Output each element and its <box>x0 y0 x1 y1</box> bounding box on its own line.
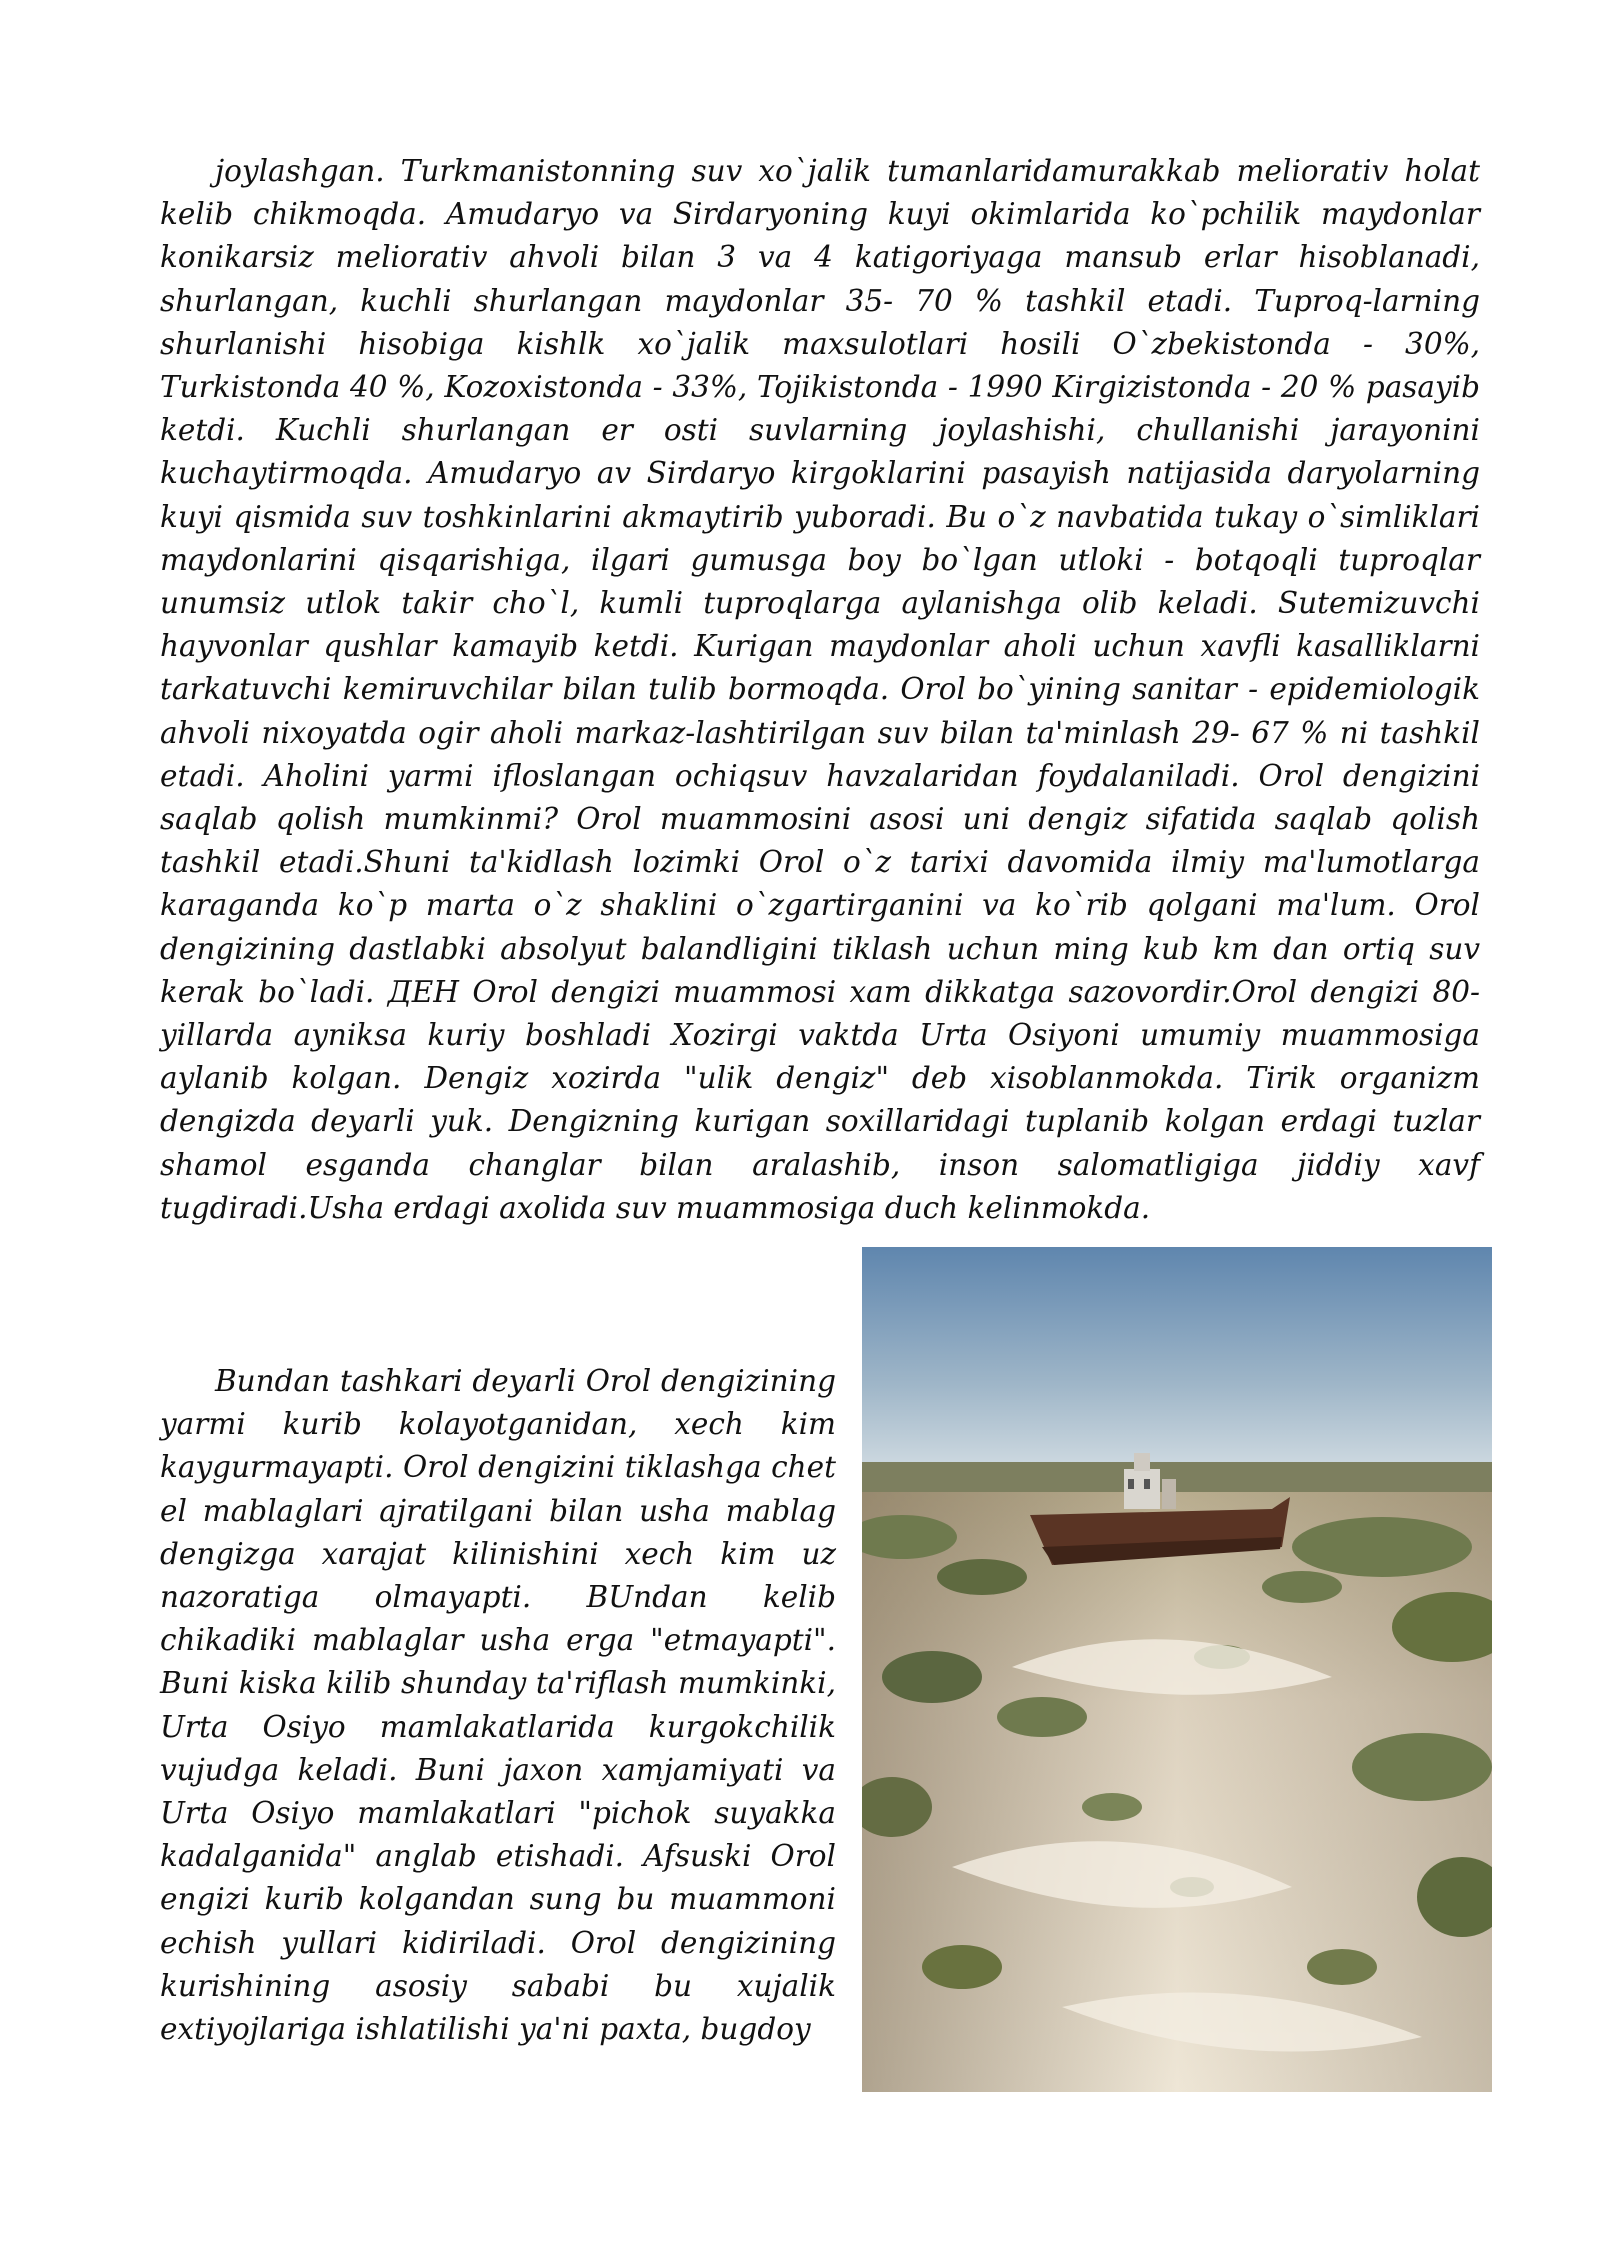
sky <box>862 1247 1492 1477</box>
aral-sea-ship-photo <box>862 1247 1492 2092</box>
body-paragraph-1: joylashgan. Turkmanistonning suv xo`jalik tumanlaridamurakkab meliorativ holat kelib chikmoqda. Amudaryo va Sirdaryoning kuyi okimlarida ko`pchilik maydonlar konikarsiz meliorativ ahvoli bilan 3 va 4 katigoriyaga mansub erlar hisoblanadi, shurlangan, kuchli shurlangan maydonlar 35- 70 % tashkil etadi. Tuproq-larning shurlanishi hisobiga kishlk xo`jalik maxsulotlari hosili O`zbekistonda - 30%, Turkistonda 40 %, Kozoxistonda - 33%, Tojikistonda - 1990 Kirgizistonda - 20 % pasayib ketdi. Kuchli shurlangan er osti suvlarning joylashishi, chullanishi jarayonini kuchaytirmoqda. Amudaryo av Sirdaryo kirgoklarini pasayish natijasida daryolarning kuyi qismida suv toshkinlarini akmaytirib yuboradi. Bu o`z navbatida tukay o`simliklari maydonlarini qisqarishiga, ilgari gumusga boy bo`lgan utloki - botqoqli tuproqlar unumsiz utlok takir cho`l, kumli tuproqlarga aylanishga olib keladi. Sutemizuvchi hayvonlar qushlar kamayib ketdi. Kurigan maydonlar aholi uchun xavfli kasalliklarni tarkatuvchi kemiruvchilar bilan tulib bormoqda. Orol bo`yining sanitar - epidemiologik ahvoli nixoyatda ogir aholi markaz-lashtirilgan suv bilan ta'minlash 29- 67 % ni tashkil etadi. Aholini yarmi ifloslangan ochiqsuv havzalaridan foydalaniladi. Orol dengizini saqlab qolish mumkinmi? Orol muammosini asosi uni dengiz sifatida saqlab qolish tashkil etadi.Shuni ta'kidlash lozimki Orol o`z tarixi davomida ilmiy ma'lumotlarga karaganda ko`p marta o`z shaklini o`zgartirganini va ko`rib qolgani ma'lum. Orol dengizining dastlabki absolyut balandligini tiklash uchun ming kub km dan ortiq suv kerak bo`ladi. ДЕН Orol dengizi muammosi xam dikkatga sazovordir.Orol dengizi 80-yillarda ayniksa kuriy boshladi Xozirgi vaktda Urta Osiyoni umumiy muammosiga aylanib kolgan. Dengiz xozirda "ulik dengiz" deb xisoblanmokda. Tirik organizm dengizda deyarli yuk. Dengizning kurigan soxillaridagi tuplanib kolgan erdagi tuzlar shamol esganda changlar bilan aralashib, inson salomatligiga jiddiy xavf tugdiradi.Usha erdagi axolida suv muammosiga duch kelinmokda. <box>160 154 1480 1225</box>
body-paragraph-2: Bundan tashkari deyarli Orol dengizining yarmi kurib kolayotganidan, xech kim kaygurmayapti. Orol dengizini tiklashga chet el mablaglari ajratilgani bilan usha mablag dengizga xarajat kilinishini xech kim uz nazoratiga olmayapti. BUndan kelib chikadiki mablaglar usha erga "etmayapti". Buni kiska kilib shunday ta'riflash mumkinki, Urta Osiyo mamlakatlarida kurgokchilik vujudga keladi. Buni jaxon xamjamiyati va Urta Osiyo mamlakatlari "pichok suyakka kadalganida" anglab etishadi. Afsuski Orol engizi kurib kolgandan sung bu muammoni echish yullari kidiriladi. Orol dengizining kurishining asosiy sababi bu xujalik extiyojlariga ishlatilishi ya'ni paxta, bugdoy <box>160 1364 836 2047</box>
